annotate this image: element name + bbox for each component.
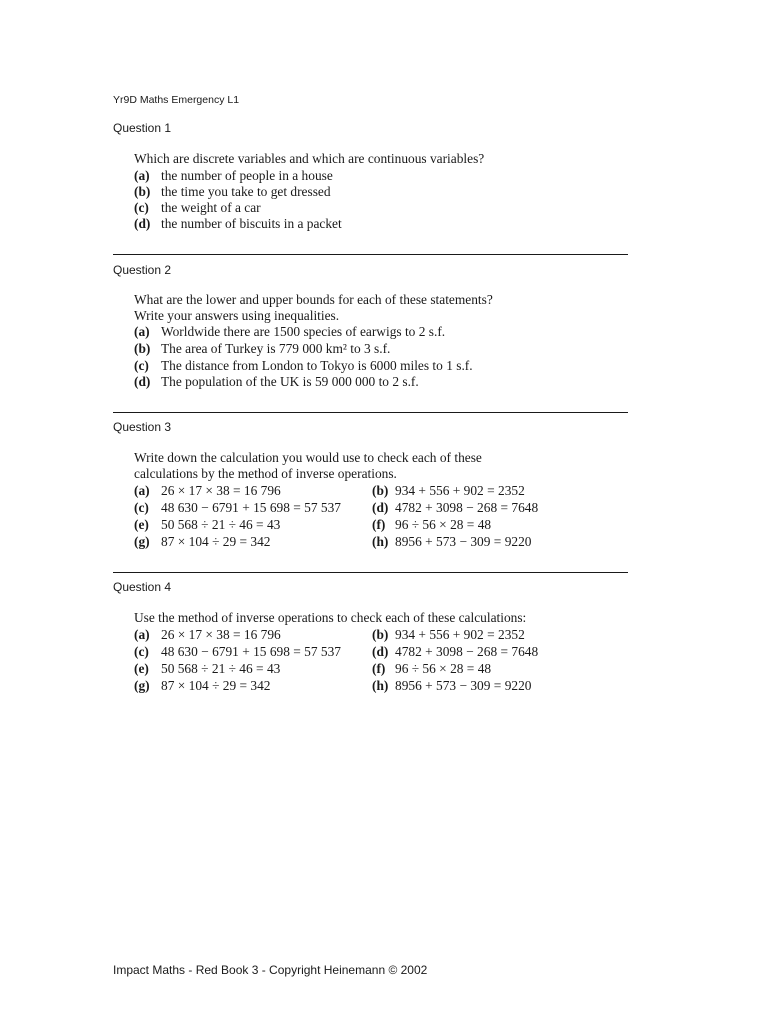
item-label: (c) [134,358,149,373]
list-item [134,374,419,390]
item-label: (b) [372,483,389,498]
item-text: 87 × 104 ÷ 29 = 342 [161,678,271,693]
item-text: 934 + 556 + 902 = 2352 [395,627,525,642]
item-text: The population of the UK is 59 000 000 to 2 s.f. [161,374,419,389]
item-text: the weight of a car [161,200,261,215]
section-divider [113,412,628,413]
item-text: 4782 + 3098 − 268 = 7648 [395,644,539,659]
item-text: 934 + 556 + 902 = 2352 [395,483,525,498]
question-3-intro: Write down the calculation you would use to check each of these [134,450,482,465]
item-text: 8956 + 573 − 309 = 9220 [395,534,532,549]
question-2-intro: Write your answers using inequalities. [134,308,340,323]
question-1-title: Question 1 [113,121,172,135]
list-item [372,627,525,643]
item-text: the time you take to get dressed [161,184,331,199]
item-label: (b) [134,341,151,356]
item-text: the number of biscuits in a packet [161,216,342,231]
item-label: (c) [134,500,149,515]
item-text: 48 630 − 6791 + 15 698 = 57 537 [161,644,341,659]
question-2-intro: What are the lower and upper bounds for each of these statements? [134,292,493,307]
list-item [134,341,390,357]
item-label: (d) [134,216,151,231]
item-label: (a) [134,324,150,339]
item-label: (c) [134,644,149,659]
item-text: the number of people in a house [161,168,333,183]
item-label: (b) [372,627,389,642]
item-label: (h) [372,534,389,549]
question-1-intro: Which are discrete variables and which are continuous variables? [134,151,485,166]
item-text: 4782 + 3098 − 268 = 7648 [395,500,539,515]
item-text: 26 × 17 × 38 = 16 796 [161,627,281,642]
item-label: (c) [134,200,149,215]
list-item [134,483,281,499]
item-label: (f) [372,661,386,676]
question-3-intro: calculations by the method of inverse operations. [134,466,397,481]
item-label: (b) [134,184,151,199]
item-label: (g) [134,678,150,693]
item-label: (d) [372,500,389,515]
list-item [372,483,525,499]
list-item [134,517,280,533]
question-4-intro: Use the method of inverse operations to check each of these calculations: [134,610,527,625]
list-item [134,168,333,184]
item-text: 50 568 ÷ 21 ÷ 46 = 43 [161,661,281,676]
page-footer: Impact Maths - Red Book 3 - Copyright Heinemann © 2002 [113,963,428,977]
list-item [134,627,281,643]
item-label: (e) [134,517,149,532]
item-text: 26 × 17 × 38 = 16 796 [161,483,281,498]
item-label: (a) [134,627,150,642]
list-item [372,500,538,516]
list-item [134,216,342,232]
document-header: Yr9D Maths Emergency L1 [113,94,240,106]
list-item [134,200,261,216]
list-item [134,324,445,340]
section-divider [113,572,628,573]
item-text: 8956 + 573 − 309 = 9220 [395,678,532,693]
list-item [134,661,280,677]
item-label: (f) [372,517,386,532]
section-divider [113,254,628,255]
item-label: (g) [134,534,150,549]
item-text: The area of Turkey is 779 000 km² to 3 s.f. [161,341,391,356]
item-label: (d) [134,374,151,389]
question-4-title: Question 4 [113,580,172,594]
item-text: Worldwide there are 1500 species of earwigs to 2 s.f. [161,324,446,339]
list-item [372,644,538,660]
list-item [372,534,531,550]
list-item [134,500,341,516]
list-item [134,644,341,660]
item-label: (a) [134,483,150,498]
item-text: 50 568 ÷ 21 ÷ 46 = 43 [161,517,281,532]
item-text: 87 × 104 ÷ 29 = 342 [161,534,271,549]
item-text: 96 ÷ 56 × 28 = 48 [395,517,492,532]
item-text: 96 ÷ 56 × 28 = 48 [395,661,492,676]
list-item [372,661,491,677]
item-text: The distance from London to Tokyo is 6000 miles to 1 s.f. [161,358,473,373]
item-label: (h) [372,678,389,693]
list-item [134,358,473,374]
item-label: (a) [134,168,150,183]
item-label: (e) [134,661,149,676]
question-3-title: Question 3 [113,420,172,434]
list-item [134,184,331,200]
list-item [134,534,271,550]
question-2-title: Question 2 [113,263,172,277]
list-item [134,678,271,694]
item-label: (d) [372,644,389,659]
list-item [372,678,531,694]
list-item [372,517,491,533]
item-text: 48 630 − 6791 + 15 698 = 57 537 [161,500,341,515]
